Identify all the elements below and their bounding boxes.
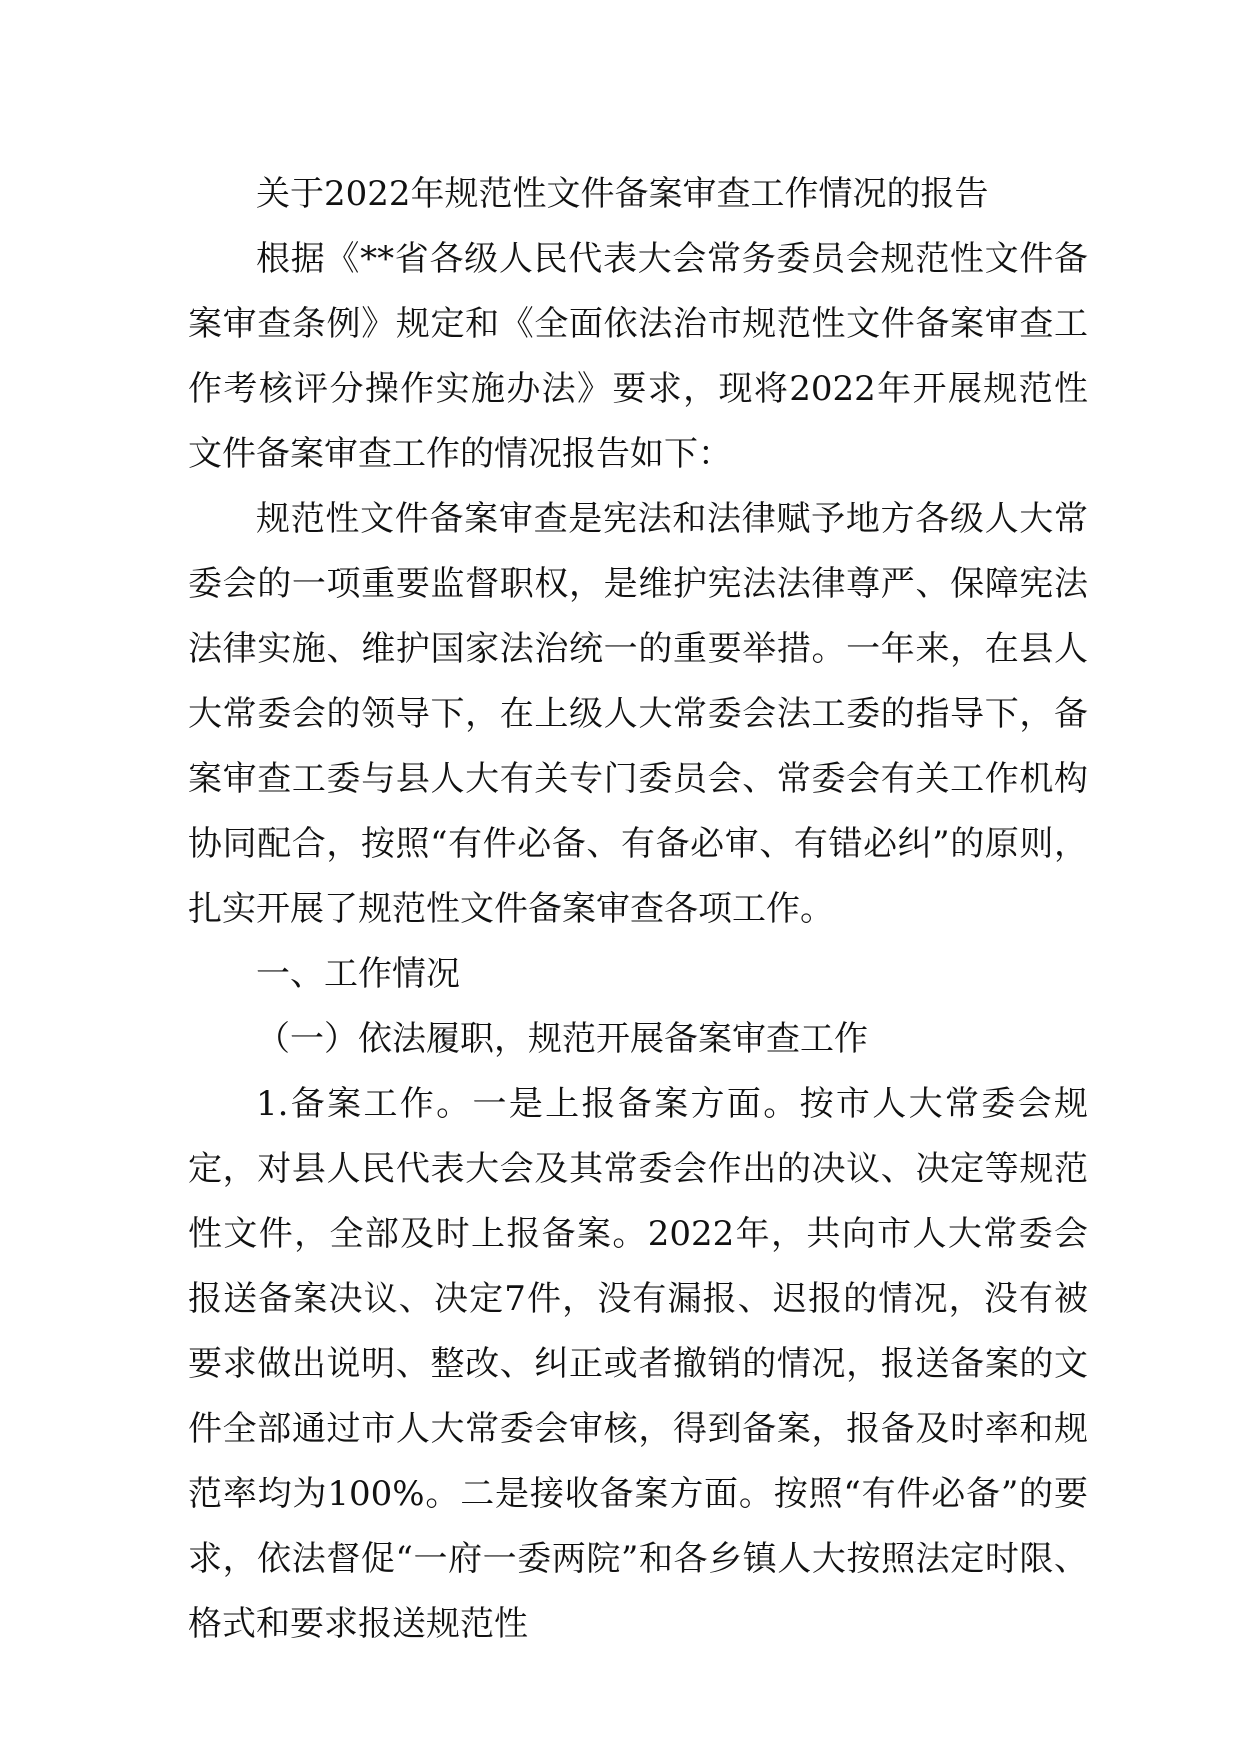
subsection-heading: （一）依法履职，规范开展备案审查工作 bbox=[256, 1019, 868, 1059]
document-title: 关于2022年规范性文件备案审查工作情况的报告 bbox=[256, 174, 989, 214]
intro-paragraph: 根据《**省各级人民代表大会常务委员会规范性文件备案审查条例》规定和《全面依法治市规范性文件备案审查工作考核评分操作实施办法》要求，现将2022年开展规范性文件备案审查工作的情况报告如下： bbox=[188, 239, 1088, 474]
filing-work-paragraph: 1.备案工作。一是上报备案方面。按市人大常委会规定，对县人民代表大会及其常委会作出的决议、决定等规范性文件，全部及时上报备案。2022年，共向市人大常委会报送备案决议、决定7件，没有漏报、迟报的情况，没有被要求做出说明、整改、纠正或者撤销的情况，报送备案的文件全部通过市人大常委会审核，得到备案，报备及时率和规范率均为100%。二是接收备案方面。按照“有件必备”的要求，依法督促“一府一委两院”和各乡镇人大按照法定时限、格式和要求报送规范性 bbox=[188, 1084, 1088, 1644]
document-body bbox=[188, 162, 1088, 1657]
background-paragraph: 规范性文件备案审查是宪法和法律赋予地方各级人大常委会的一项重要监督职权，是维护宪法法律尊严、保障宪法法律实施、维护国家法治统一的重要举措。一年来，在县人大常委会的领导下，在上级人大常委会法工委的指导下，备案审查工委与县人大有关专门委员会、常委会有关工作机构协同配合，按照“有件必备、有备必审、有错必纠”的原则，扎实开展了规范性文件备案审查各项工作。 bbox=[188, 499, 1088, 929]
section-heading: 一、工作情况 bbox=[256, 954, 460, 994]
